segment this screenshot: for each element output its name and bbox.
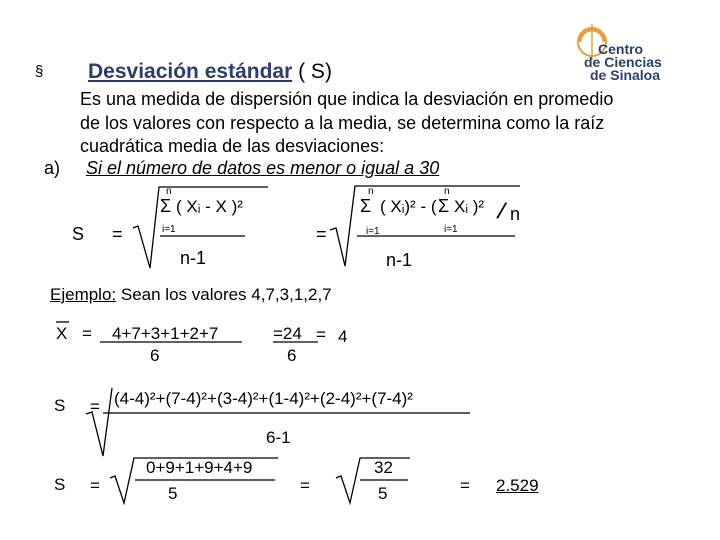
example-line xyxy=(50,285,332,305)
formula2-part1: ( Xᵢ)² - ( xyxy=(380,197,437,216)
intro-line-1: Es una medida de dispersión que indica la desviación en promedio xyxy=(80,89,614,109)
example-text: Sean los valores 4,7,3,1,2,7 xyxy=(120,285,332,304)
mean-numerator: 4+7+3+1+2+7 xyxy=(112,324,219,343)
formula1-n: n xyxy=(166,186,172,197)
logo xyxy=(570,18,690,83)
mean-denominator-2: 6 xyxy=(287,346,297,365)
item-label: a) xyxy=(44,158,61,178)
mean-result: 4 xyxy=(338,327,348,346)
final-eq-1: = xyxy=(90,476,100,495)
formula2-sum1: Σ xyxy=(360,196,372,216)
final-numerator-1: 0+9+1+9+4+9 xyxy=(146,458,253,477)
formula1-denominator: n-1 xyxy=(180,248,207,268)
formula2-slash: / xyxy=(494,197,509,226)
s-denominator: 6-1 xyxy=(266,428,291,447)
mean-eq-2: = xyxy=(316,325,326,344)
formula1-sum: Σ xyxy=(160,196,172,216)
formula2-i2: i=1 xyxy=(444,224,458,235)
formula2-sum2: Σ xyxy=(438,196,450,216)
example-label: Ejemplo: xyxy=(50,285,117,304)
mean-numerator-2: =24 xyxy=(273,324,302,343)
final-s: S xyxy=(54,475,66,494)
title-symbol: ( S) xyxy=(298,60,332,83)
formula2-n1: n xyxy=(368,186,374,197)
logo-line-3: de Sinaloa xyxy=(590,67,661,83)
page-title xyxy=(88,60,332,84)
formula2-i1: i=1 xyxy=(366,226,380,237)
logo-line-1: Centro xyxy=(598,41,644,57)
final-result: 2.529 xyxy=(496,476,539,495)
title-text: Desviación estándar xyxy=(88,60,293,83)
formula2-n2: n xyxy=(444,186,450,197)
mean-symbol: X xyxy=(56,324,68,343)
item-text: Si el número de datos es menor o igual a 30 xyxy=(86,158,440,178)
final-denominator-1: 5 xyxy=(168,484,178,503)
s-numerator: (4-4)²+(7-4)²+(3-4)²+(1-4)²+(2-4)²+(7-4)² xyxy=(114,389,413,408)
intro-line-2: de los valores con respecto a la media, se determina como la raíz xyxy=(80,113,605,133)
formula2-over-n: n xyxy=(510,204,521,224)
mean-eq: = xyxy=(82,324,92,343)
final-numerator-2: 32 xyxy=(374,458,393,477)
formula2-eq: = xyxy=(316,224,327,244)
bullet-icon: § xyxy=(35,63,44,80)
formula2-part2: Xᵢ )² xyxy=(454,197,485,216)
s-symbol: S xyxy=(54,396,66,415)
formula1-s: S xyxy=(72,224,85,244)
intro-line-3: cuadrática media de las desviaciones: xyxy=(80,136,385,156)
s-eq: = xyxy=(90,397,100,416)
formula2-denominator: n-1 xyxy=(386,250,413,270)
logo-line-2: de Ciencias xyxy=(584,54,662,70)
final-eq-2: = xyxy=(300,476,310,495)
mean-denominator: 6 xyxy=(150,346,160,365)
final-denominator-2: 5 xyxy=(378,484,388,503)
final-eq-3: = xyxy=(460,476,470,495)
formula1-numerator: ( Xᵢ - X )² xyxy=(176,197,243,216)
formula1-eq: = xyxy=(112,224,123,244)
formula1-i: i=1 xyxy=(162,224,176,235)
